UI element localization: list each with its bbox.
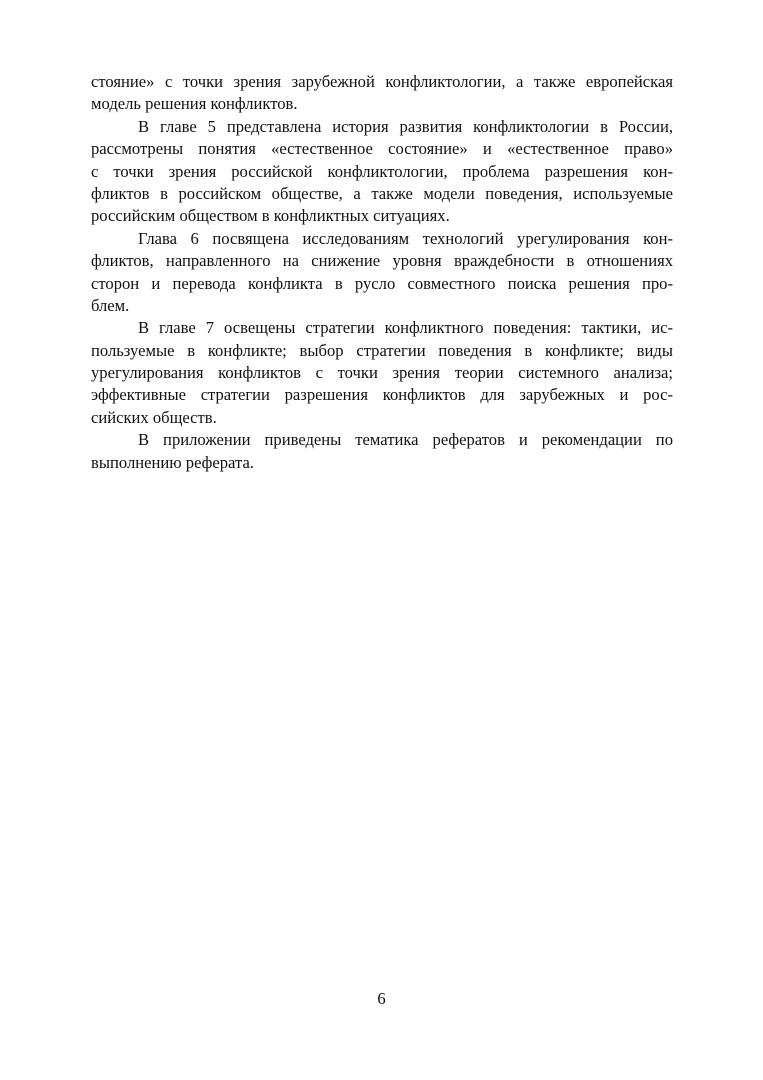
text-line: эффективные стратегии разрешения конфликтов для зарубежных и рос-: [91, 385, 673, 405]
paragraph-appendix: [91, 429, 673, 474]
text-line: В приложении приведены тематика рефератов и рекомендации по: [138, 430, 673, 450]
text-line: пользуемые в конфликте; выбор стратегии поведения в конфликте; виды: [91, 340, 673, 360]
text-line: российским обществом в конфликтных ситуациях.: [91, 206, 450, 226]
paragraph-chapter-5: [91, 116, 673, 228]
paragraph-chapter-6: [91, 228, 673, 318]
text-line: фликтов в российском обществе, а также модели поведения, используемые: [91, 183, 673, 203]
text-line: В главе 5 представлена история развития конфликтологии в России,: [138, 116, 673, 136]
text-line: В главе 7 освещены стратегии конфликтного поведения: тактики, ис-: [138, 318, 673, 338]
paragraph-chapter-7: [91, 317, 673, 429]
text-line: сийских обществ.: [91, 407, 217, 427]
text-line: блем.: [91, 295, 130, 315]
text-line: сторон и перевода конфликта в русло совместного поиска решения про-: [91, 273, 673, 293]
text-line: фликтов, направленного на снижение уровня враждебности в отношениях: [91, 251, 673, 271]
text-line: урегулирования конфликтов с точки зрения теории системного анализа;: [91, 363, 673, 383]
text-line: с точки зрения российской конфликтологии, проблема разрешения кон-: [91, 161, 673, 181]
text-line: рассмотрены понятия «естественное состояние» и «естественное право»: [91, 139, 673, 159]
paragraph-continuation: [91, 71, 673, 116]
text-line: стояние» с точки зрения зарубежной конфликтологии, а также европейская: [91, 72, 673, 91]
document-body: [91, 71, 673, 474]
text-line: Глава 6 посвящена исследованиям технологий урегулирования кон-: [138, 228, 673, 248]
page-number: 6: [377, 989, 386, 1008]
text-line: модель решения конфликтов.: [91, 94, 298, 114]
text-line: выполнению реферата.: [91, 452, 254, 472]
